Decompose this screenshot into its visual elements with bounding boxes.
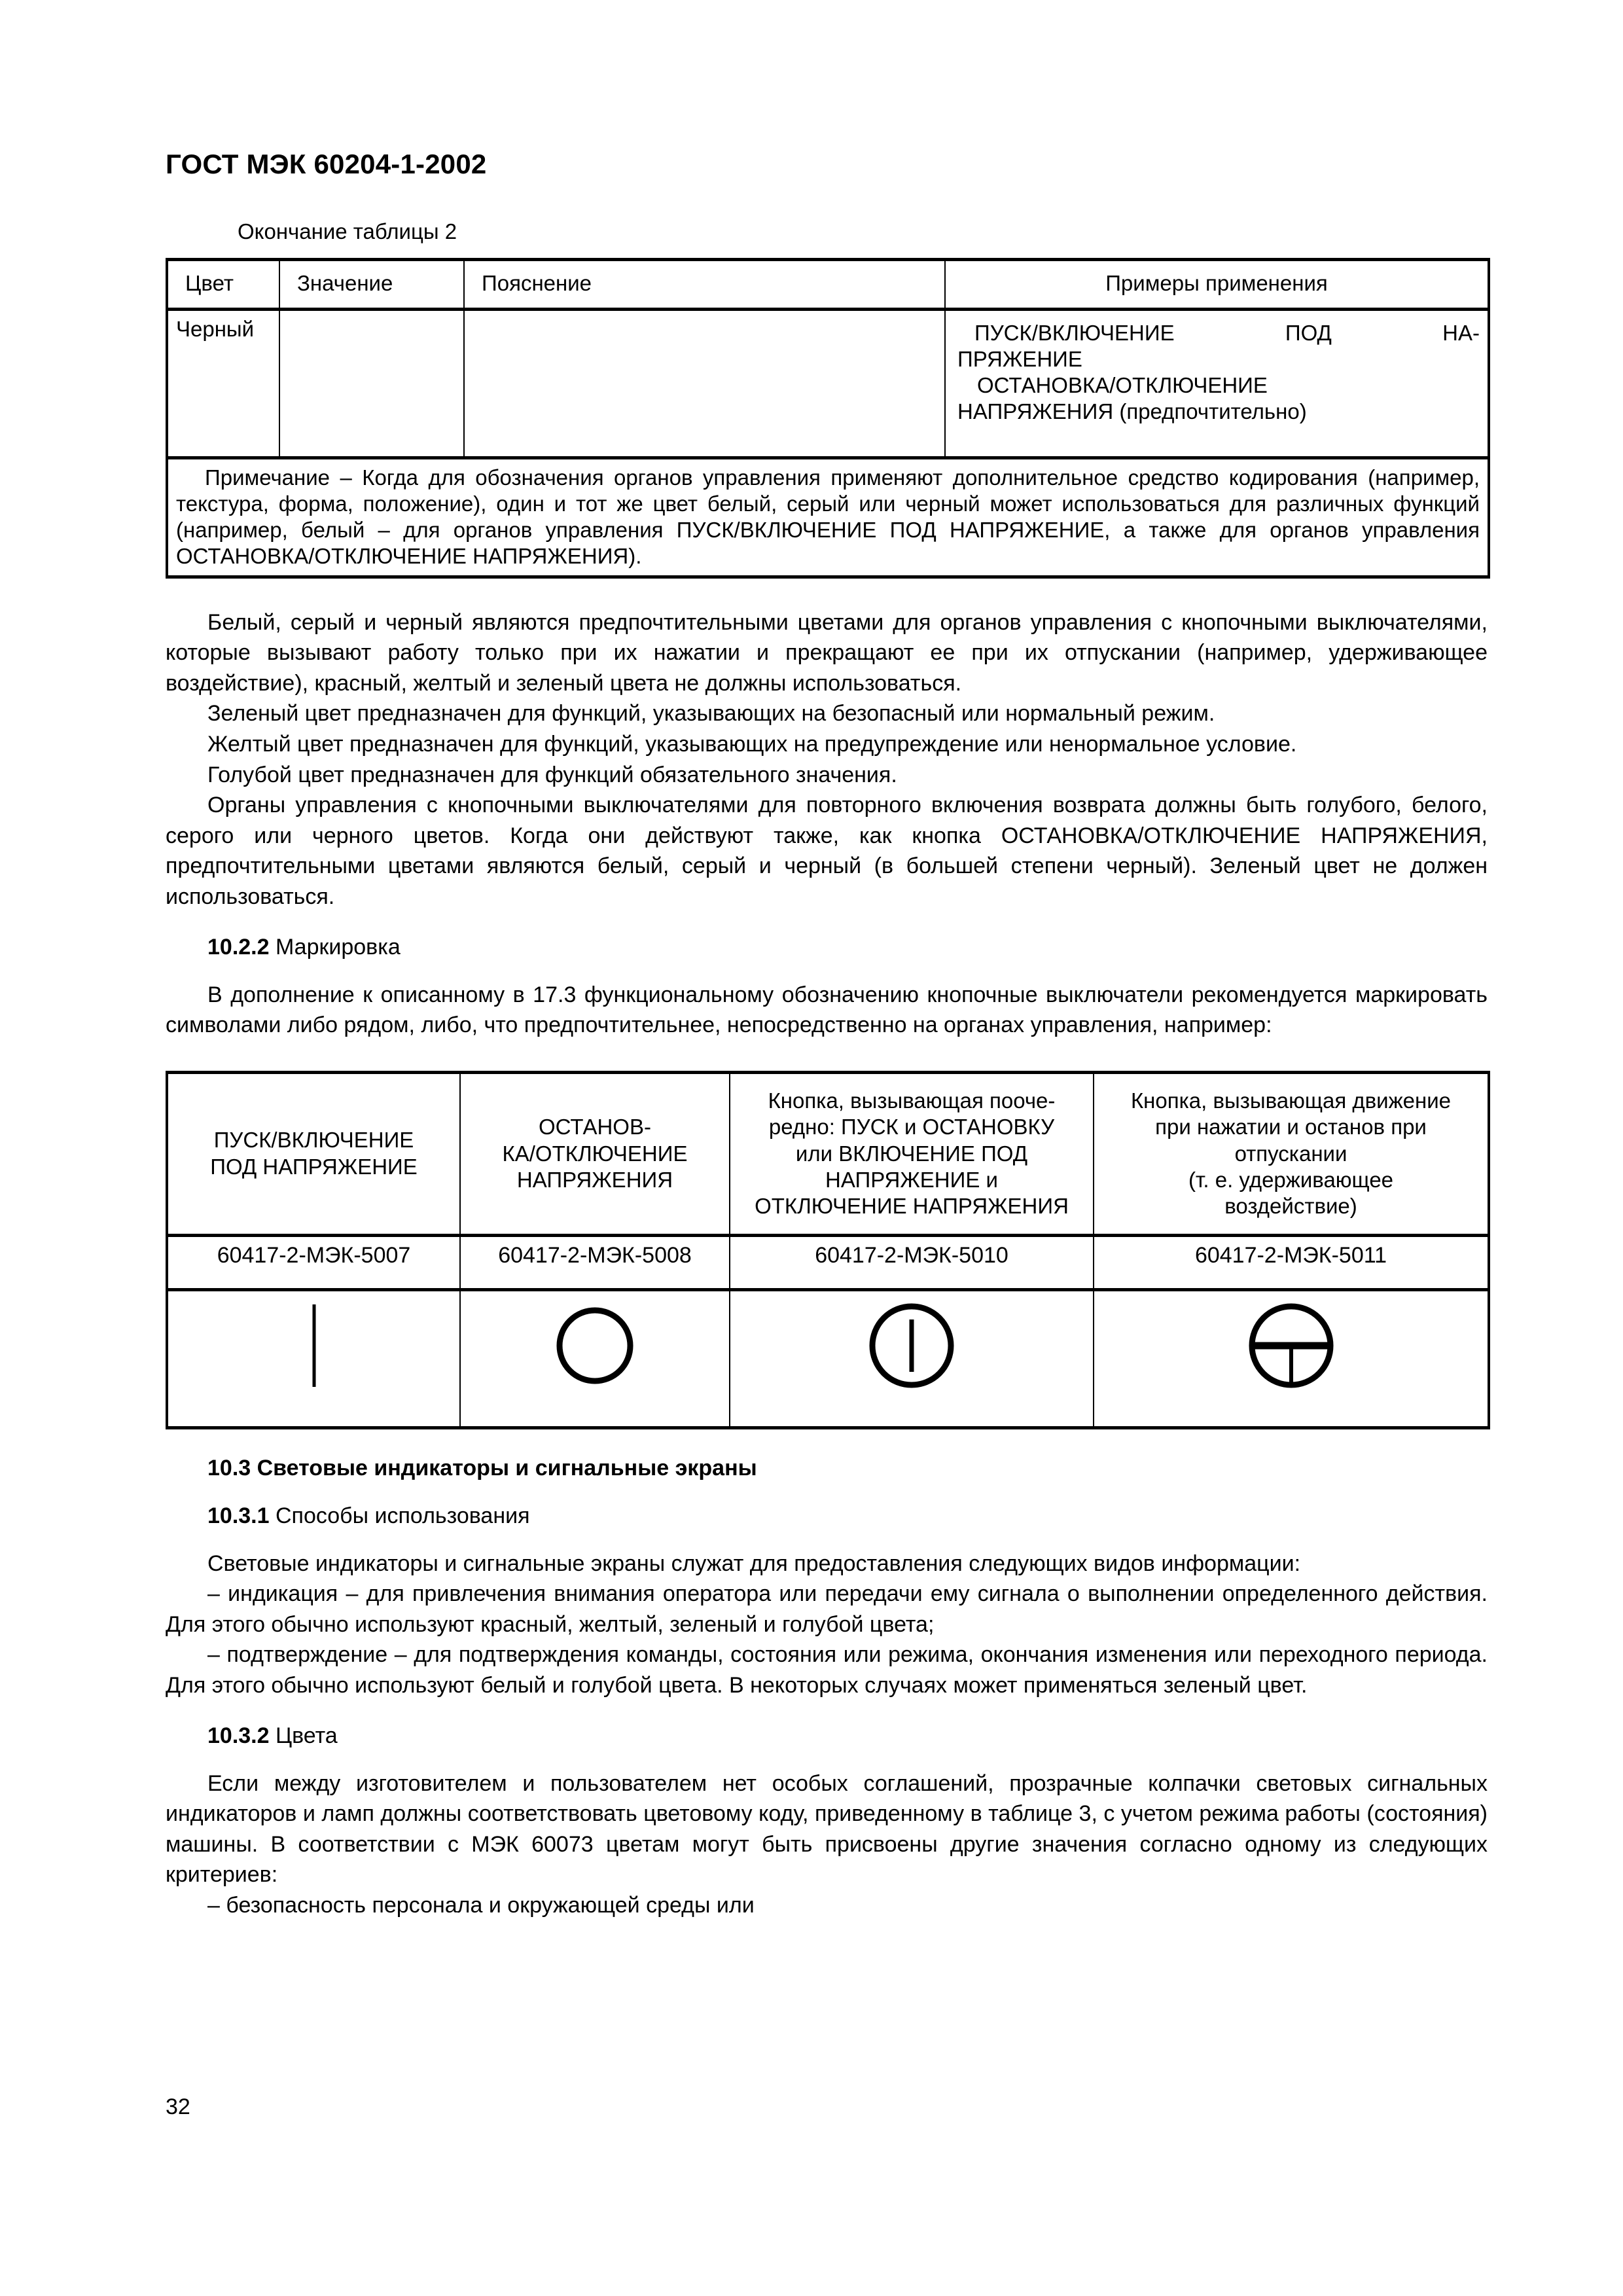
- cell-examples: [945, 309, 1489, 457]
- symbol-desc-3-line-1: Кнопка, вызывающая пооче-: [768, 1088, 1056, 1113]
- col-header-examples: Примеры применения: [945, 260, 1489, 309]
- symbol-desc-4-line-2: при нажатии и останов при: [1155, 1115, 1427, 1139]
- examples-line-3: ОСТАНОВКА/ОТКЛЮЧЕНИЕ: [977, 373, 1268, 398]
- symbol-code-1: 60417-2-МЭК-5007: [167, 1235, 460, 1289]
- col-header-explanation: Пояснение: [464, 260, 945, 309]
- examples-line-2: ПРЯЖЕНИЕ: [957, 346, 1082, 371]
- symbols-description-row: [167, 1072, 1489, 1235]
- symbol-desc-1-line-2: ПОД НАПРЯЖЕНИЕ: [210, 1154, 418, 1179]
- colors-table: [166, 258, 1490, 578]
- heading-10-3-2-number: 10.3.2: [207, 1723, 270, 1748]
- symbol-desc-2-line-3: НАПРЯЖЕНИЯ: [516, 1167, 673, 1192]
- symbol-desc-3: [730, 1072, 1094, 1235]
- symbol-desc-4-line-5: воздействие): [1224, 1194, 1357, 1219]
- col-header-meaning: Значение: [279, 260, 464, 309]
- heading-10-3: 10.3 Световые индикаторы и сигнальные экраны: [207, 1455, 757, 1480]
- page-number: 32: [166, 2094, 190, 2119]
- symbol-cell-4: [1094, 1289, 1489, 1427]
- symbol-desc-4-line-3: отпускании: [1234, 1141, 1347, 1166]
- heading-10-3-1: [166, 1503, 1488, 1529]
- heading-10-3-1-number: 10.3.1: [207, 1503, 270, 1528]
- symbol-cell-3: [730, 1289, 1094, 1427]
- heading-10-2-2-text: Маркировка: [269, 934, 401, 960]
- symbol-desc-1-line-1: ПУСК/ВКЛЮЧЕНИЕ: [213, 1128, 414, 1153]
- table-note-text: Примечание – Когда для обозначения органов управления применяют дополнительное средство кодирования (например, текстура, форма, положение), один и тот же цвет белый, серый или черный может использоваться для различных функций (например, белый – для органов управления ПУСК/ВКЛЮЧЕНИЕ ПОД НАПРЯЖЕНИЕ, а также для органов управления ОСТАНОВКА/ОТКЛЮЧЕНИЕ НАПРЯЖЕНИЯ).: [176, 465, 1480, 569]
- symbol-desc-3-line-3: или ВКЛЮЧЕНИЕ ПОД: [795, 1141, 1028, 1166]
- table-caption: Окончание таблицы 2: [238, 219, 457, 244]
- paragraph-blue: Голубой цвет предназначен для функций обязательного значения.: [207, 762, 897, 787]
- vertical-bar-symbol: [176, 1297, 452, 1395]
- circle-symbol: [469, 1297, 721, 1395]
- paragraph-marking: В дополнение к описанному в 17.3 функциональному обозначению кнопочные выключатели рекомендуется маркировать символами либо рядом, либо, что предпочтительнее, непосредственно на органах управления, например:: [166, 982, 1488, 1038]
- symbols-glyph-row: [167, 1289, 1489, 1427]
- document-title: ГОСТ МЭК 60204-1-2002: [166, 149, 487, 179]
- symbol-code-4: 60417-2-МЭК-5011: [1094, 1235, 1489, 1289]
- symbol-desc-2-line-2: КА/ОТКЛЮЧЕНИЕ: [502, 1141, 688, 1166]
- examples-line-1: ПУСК/ВКЛЮЧЕНИЕ ПОД НА-: [974, 320, 1480, 345]
- paragraph-indication: – индикация – для привлечения внимания оператора или передачи ему сигнала о выполнении определенного действия. Для этого обычно используют красный, желтый, зеленый и голубой цвета;: [166, 1581, 1488, 1637]
- cell-meaning-empty: [279, 309, 464, 457]
- table-header-row: [167, 260, 1489, 309]
- symbols-table: [166, 1071, 1490, 1429]
- table-note-cell: [167, 457, 1489, 577]
- symbol-desc-3-line-5: ОТКЛЮЧЕНИЕ НАПРЯЖЕНИЯ: [755, 1194, 1069, 1219]
- paragraph-colors-agreement: Если между изготовителем и пользователем нет особых соглашений, прозрачные колпачки световых сигнальных индикаторов и ламп должны соответствовать цветовому коду, приведенному в таблице 3, с учетом режима работы (состояния) машины. В соответствии с МЭК 60073 цветам могут быть присвоены другие значения согласно одному из следующих критериев:: [166, 1770, 1488, 1888]
- table-note-row: [167, 457, 1489, 577]
- symbols-code-row: [167, 1235, 1489, 1289]
- examples-line-4: НАПРЯЖЕНИЯ (предпочтительно): [957, 399, 1307, 424]
- paragraph-indicators-info: Световые индикаторы и сигнальные экраны служат для предоставления следующих видов информации:: [207, 1551, 1301, 1576]
- cell-explanation-empty: [464, 309, 945, 457]
- paragraph-yellow: Желтый цвет предназначен для функций, указывающих на предупреждение или ненормальное условие.: [207, 732, 1297, 757]
- cell-color-black: Черный: [167, 309, 279, 457]
- symbol-desc-3-line-4: НАПРЯЖЕНИЕ и: [825, 1167, 998, 1192]
- symbol-desc-2: [460, 1072, 730, 1235]
- paragraph-green: Зеленый цвет предназначен для функций, указывающих на безопасный или нормальный режим.: [207, 701, 1215, 726]
- heading-10-2-2-number: 10.2.2: [207, 934, 270, 960]
- heading-10-3-2-text: Цвета: [269, 1723, 338, 1748]
- col-header-color: Цвет: [167, 260, 279, 309]
- paragraph-confirmation: – подтверждение – для подтверждения команды, состояния или режима, окончания изменения или переходного периода. Для этого обычно используют белый и голубой цвета. В некоторых случаях может применяться зеленый цвет.: [166, 1642, 1488, 1698]
- heading-10-3-2: [166, 1723, 1488, 1749]
- symbol-desc-2-line-1: ОСТАНОВ-: [539, 1115, 651, 1139]
- symbol-desc-4-line-1: Кнопка, вызывающая движение: [1130, 1088, 1452, 1113]
- paragraph-preferred-colors: Белый, серый и черный являются предпочтительными цветами для органов управления с кнопочными выключателями, которые вызывают работу только при их нажатии и прекращают ее при их отпускании (например, удерживающее воздействие), красный, желтый и зеленый цвета не должны использоваться.: [166, 609, 1488, 696]
- circle-with-bar-symbol: [738, 1297, 1085, 1395]
- symbol-desc-3-line-2: редно: ПУСК и ОСТАНОВКУ: [768, 1115, 1055, 1139]
- heading-10-2-2: [166, 935, 1488, 960]
- symbol-cell-2: [460, 1289, 730, 1427]
- heading-10-3-1-text: Способы использования: [269, 1503, 530, 1528]
- symbol-code-2: 60417-2-МЭК-5008: [460, 1235, 730, 1289]
- paragraph-reset-controls: Органы управления с кнопочными выключателями для повторного включения возврата должны быть голубого, белого, серого или черного цветов. Когда они действуют также, как кнопка ОСТАНОВКА/ОТКЛЮЧЕНИЕ НАПРЯЖЕНИЯ, предпочтительными цветами являются белый, серый и черный (в большей степени черный). Зеленый цвет не должен использоваться.: [166, 793, 1488, 909]
- symbol-cell-1: [167, 1289, 460, 1427]
- symbol-desc-4-line-4: (т. е. удерживающее: [1188, 1167, 1394, 1192]
- circle-with-t-symbol: [1102, 1297, 1480, 1395]
- table-row: [167, 309, 1489, 457]
- page-content: [166, 0, 1488, 1920]
- paragraph-safety-criterion: – безопасность персонала и окружающей среды или: [207, 1892, 755, 1918]
- symbol-desc-4: [1094, 1072, 1489, 1235]
- symbol-code-3: 60417-2-МЭК-5010: [730, 1235, 1094, 1289]
- symbol-desc-1: [167, 1072, 460, 1235]
